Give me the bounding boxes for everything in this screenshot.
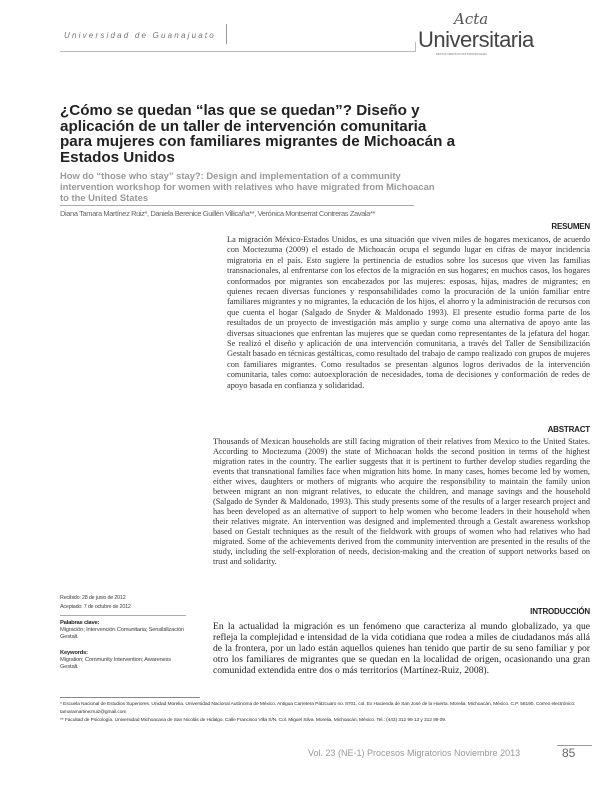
article-title: ¿Cómo se quedan “las que se quedan”? Diseño y aplicación de un taller de intervención comunitaria para mujeres con familiares migrantes de Michoacán a Estados Unidos xyxy=(60,102,456,166)
sidebar-rule xyxy=(60,615,186,616)
title-rule xyxy=(60,205,414,206)
keywords-label: Keywords: xyxy=(60,650,88,656)
header-divider xyxy=(226,24,227,44)
keywords-value: Migration; Community Intervention; Awareness Gestalt. xyxy=(60,657,171,671)
abstract-heading: ABSTRACT xyxy=(547,425,590,434)
footnotes xyxy=(60,701,595,725)
acta-universitaria-logo: Acta Universitaria REVISTA CIENTÍFICA MULTIDISCIPLINARIA xyxy=(418,10,534,56)
intro-text: En la actualidad la migración es un fenómeno que caracteriza al mundo globalizado, ya que refleja la complejidad e intensidad de la vida cotidiana que rodea a miles de ciudadanos más allá de la frontera, por un lado están aquellos quienes han tenido que partir de su seno familiar y por otro los familiares de migrantes que se quedan en la localidad de origen, ocasionando una gran comunidad extendida entre dos o más territorios (Martínez-Ruiz, 2008). xyxy=(213,621,590,676)
palabras-clave xyxy=(60,620,186,642)
abstract-text: Thousands of Mexican households are still facing migration of their relatives from Mexico to the United States. According to Moctezuma (2009) the state of Michoacan holds the second position in terms of the highest migration rates in the country. The earlier suggests that it is pertinent to further develop studies regarding the events that transnational families face when migration hits home. In many cases, homes become led by women, either wives, daughters or mothers of migrants who acquire the responsibility to maintain the family union between migrant an non migrant relatives, to educate the children, and manage savings and the household (Salgado de Synder & Maldonado, 1993). This study presents some of the results of a larger research project and has been developed as an alternative of support to help women who become leaders in their household when their relatives migrate. An intervention was designed and implemented through a Gestalt awareness workshop based on Gestalt techniques as the result of the fieldwork with groups of women who had relatives who had migrated. Some of the achievements derived from the community intervention are presented in the results of the study, including the self-exploration of needs, decision-making and the creation of support networks based on trust and solidarity. xyxy=(213,437,590,566)
resumen-heading: RESUMEN xyxy=(551,222,590,231)
header-rule xyxy=(60,51,416,52)
journal-info: Vol. 23 (NE-1) Procesos Migratorios Noviembre 2013 xyxy=(308,748,521,758)
received-date: Recibido: 28 de junio de 2012 xyxy=(60,595,126,601)
footnote-rule xyxy=(60,697,200,698)
palabras-value: Migración; Intervención Comunitaria; Sensibilización Gestalt. xyxy=(60,627,184,641)
resumen-text: La migración México-Estados Unidos, es una situación que viven miles de hogares mexicanos, de acuerdo con Moctezuma (2009) el estado de Michoacán ocupa el segundo lugar en cifras de mayor incidencia migratoria en el país. Esto sugiere la pertinencia de estudios sobre los sucesos que viven las familias transnacionales, al enfrentarse con los efectos de la migración en sus hogares; en muchos casos, los hogares conformados por migrantes son encabezados por las mujeres: esposas, hijas, madres de migrantes; en quienes recaen diversas funciones y responsabilidades como la procuración de la unión familiar entre familiares migrantes y no migrantes, la educación de los hijos, el ahorro y la administración de recursos con que cuenta el hogar (Salgado de Snyder & Maldonado 1993). El presente estudio forma parte de los resultados de un proyecto de investigación más amplio y surge como una alternativa de apoyo ante las diversas situaciones que enfrentan las mujeres que se quedan como representantes de la jefatura del hogar. Se realizó el diseño y aplicación de una intervención comunitaria, a través del Taller de Sensibilización Gestalt basado en técnicas gestálticas, como resultado del trabajo de campo realizado con grupos de mujeres con familiares migrantes. Como resultados se presentan algunos logros derivados de la intervención comunitaria, tales como: autoexploración de necesidades, toma de decisiones y conformación de redes de apoyo basada en confianza y solidaridad. xyxy=(227,235,590,390)
footnote-1: * Escuela Nacional de Estudios Superiores. Unidad Morelia. Universidad Nacional Autónoma de México. Antigua Carretera Pátzcuaro no. 8701, col. Ex Hacienda de San José de la Huerta. Morelia, Michoacán, México. C.P. 58190. Correo electrónico: tamaramartinezruiz@gmail.com xyxy=(60,702,576,715)
institution-name: Universidad de Guanajuato xyxy=(64,31,216,40)
article-subtitle: How do “those who stay” stay?: Design and implementation of a community intervention workshop for women with relatives who have migrated from Michoacan to the United States xyxy=(60,170,435,203)
palabras-label: Palabras clave: xyxy=(60,620,100,626)
page-number: 85 xyxy=(562,746,576,760)
dates xyxy=(60,594,131,612)
authors: Diana Tamara Martínez Ruiz*, Daniela Berenice Guillén Villicaña**, Verónica Montserrat Contreras Zavala** xyxy=(60,209,375,218)
footnote-2: ** Facultad de Psicología. Universidad Michoacana de San Nicolás de Hidalgo. Calle Francisco Villa S/N. Col. Miguel Silva. Morelia, Michoacán, México. Tel.: (443) 312 99 13 y 312 99 09. xyxy=(60,718,447,723)
header-rule-end xyxy=(415,42,416,52)
keywords xyxy=(60,650,186,672)
accepted-date: Aceptado: 7 de octubre de 2012 xyxy=(60,604,131,610)
intro-heading: INTRODUCCIÓN xyxy=(530,607,590,616)
